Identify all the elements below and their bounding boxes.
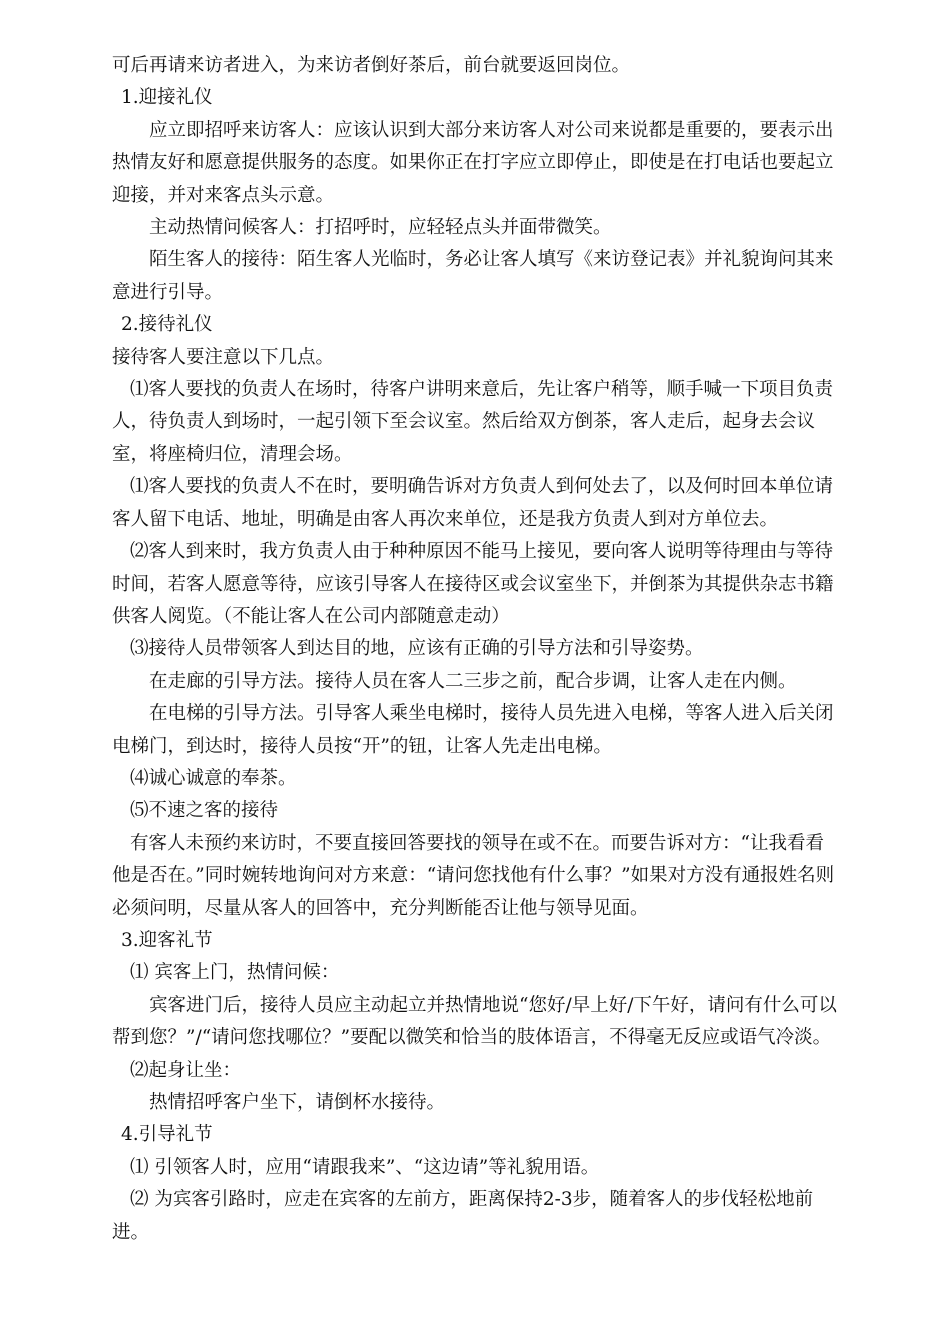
section-heading-guiding: 4.引导礼节 [121,1124,213,1146]
list-item: ⑴ 宾客上门，热情问候： [130,962,340,984]
list-item: ⑵ 为宾客引路时，应走在宾客的左前方，距离保持2-3步，随着客人的步伐轻松地前进。 [112,1189,814,1243]
paragraph: 应立即招呼来访客人：应该认识到大部分来访客人对公司来说都是重要的，要表示出热情友好和愿意提供服务的态度。如果你正在打字应立即停止，即使是在打电话也要起立迎接，并对来客点头示意。 [112,119,834,206]
paragraph: 陌生客人的接待：陌生客人光临时，务必让客人填写《来访登记表》并礼貌询问其来意进行引导。 [112,249,834,303]
section-heading-hosting: 2.接待礼仪 [121,314,213,336]
paragraph: 在电梯的引导方法。引导客人乘坐电梯时，接待人员先进入电梯，等客人进入后关闭电梯门，到达时，接待人员按“开”的钮，让客人先走出电梯。 [112,703,834,757]
document-body [112,50,837,1249]
paragraph: 可后再请来访者进入，为来访者倒好茶后，前台就要返回岗位。 [112,55,631,76]
paragraph: 有客人未预约来访时，不要直接回答要找的领导在或不在。而要告诉对方：“让我看看他是否在。”同时婉转地询问对方来意：“请问您找他有什么事？”如果对方没有通报姓名则必须问明，尽量从客人的回答中，充分判断能否让他与领导见面。 [112,832,835,919]
list-item: ⑴ 引领客人时，应用“请跟我来”、“这边请”等礼貌用语。 [130,1156,600,1178]
paragraph: 主动热情问候客人：打招呼时，应轻轻点头并面带微笑。 [149,217,612,239]
list-item: ⑵起身让坐： [130,1059,242,1081]
paragraph: 热情招呼客户坐下，请倒杯水接待。 [149,1092,446,1113]
paragraph: 接待客人要注意以下几点。 [112,346,335,368]
section-heading-reception: 1.迎接礼仪 [121,87,213,109]
list-item: ⑸不速之客的接待 [130,800,279,822]
section-heading-greeting: 3.迎客礼节 [121,929,213,951]
list-item: ⑴客人要找的负责人不在时，要明确告诉对方负责人到何处去了，以及何时回本单位请客人留下电话、地址，明确是由客人再次来单位，还是我方负责人到对方单位去。 [112,476,834,530]
list-item: ⑷诚心诚意的奉茶。 [130,767,297,789]
list-item: ⑵客人到来时，我方负责人由于种种原因不能马上接见，要向客人说明等待理由与等待时间，若客人愿意等待，应该引导客人在接待区或会议室坐下，并倒茶为其提供杂志书籍供客人阅览。（不能让客人在公司内部随意走动） [112,541,834,627]
paragraph: 在走廊的引导方法。接待人员在客人二三步之前，配合步调，让客人走在内侧。 [149,670,797,692]
list-item: ⑴客人要找的负责人在场时，待客户讲明来意后，先让客户稍等，顺手喊一下项目负责人，待负责人到场时，一起引领下至会议室。然后给双方倒茶，客人走后，起身去会议室，将座椅归位，清理会场。 [112,379,834,465]
list-item: ⑶接待人员带领客人到达目的地，应该有正确的引导方法和引导姿势。 [130,638,704,660]
paragraph: 宾客进门后，接待人员应主动起立并热情地说“您好/早上好/下午好，请问有什么可以帮到您？”/“请问您找哪位？”要配以微笑和恰当的肢体语言，不得毫无反应或语气冷淡。 [112,994,837,1049]
